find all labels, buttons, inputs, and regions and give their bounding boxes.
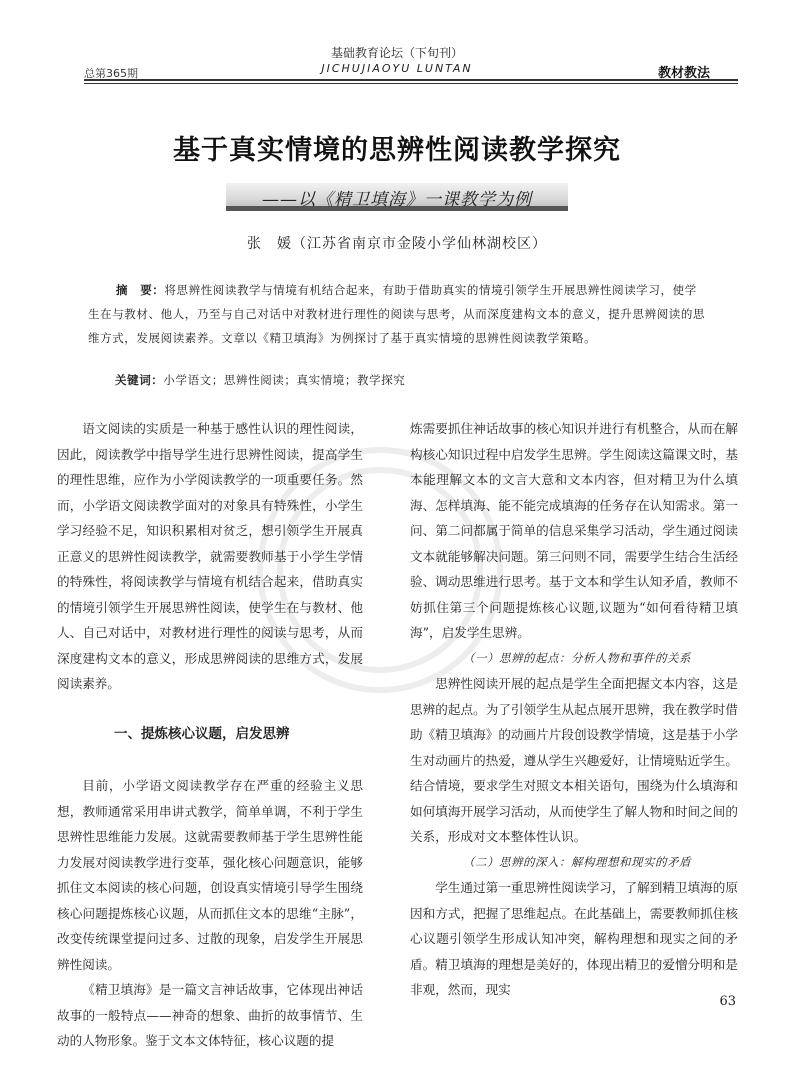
paragraph: 思辨性阅读开展的起点是学生全面把握文本内容，这是思辨的起点。为了引领学生从起点展开思辨，我在教学时借助《精卫填海》的动画片片段创设教学情境，这是基于小学生对动画片的热爱，遵从学生兴趣爱好，让情境贴近学生。结合情境，要求学生对照文本相关语句，围绕为什么填海和如何填海开展学习活动，从而使学生了解人物和时间之间的关系，形成对文本整体性认识。 [410, 676, 738, 844]
journal-pinyin: JICHUJIAOYU LUNTAN [321, 62, 473, 75]
keywords [115, 372, 405, 388]
article-title: 基于真实情境的思辨性阅读教学探究 [173, 135, 621, 166]
section-heading: 一、提炼核心议题，启发思辨 [114, 726, 290, 742]
abstract [88, 278, 708, 350]
page-number: 63 [719, 994, 736, 1009]
journal-title: 基础教育论坛（下旬刊） [330, 46, 463, 60]
keywords-text: 小学语文；思辨性阅读；真实情境；教学探究 [163, 373, 406, 387]
issue-number: 总第365期 [84, 67, 138, 80]
paragraph: 炼需要抓住神话故事的核心知识并进行有机整合，从而在解构核心知识过程中启发学生思辨。学生阅读这篇课文时，基本能理解文本的文言大意和文本内容，但对精卫为什么填海、怎样填海、能不能完成填海的任务存在认知需求。第一问、第二问都属于简单的信息采集学习活动，学生通过阅读文本就能够解决问题。第三问则不同，需要学生结合生活经验、调动思维进行思考。基于文本和学生认知矛盾，教师不妨抓住第三个问题提炼核心议题,议题为“如何看待精卫填海”，启发学生思辨。 [410, 421, 738, 640]
paragraph: 目前，小学语文阅读教学存在严重的经验主义思想，教师通常采用串讲式教学，简单单调，不利于学生思辨性思维能力发展。这就需要教师基于学生思辨性能力发展对阅读教学进行变革，强化核心问题意识，能够抓住文本阅读的核心问题，创设真实情境引导学生围绕核心问题提炼核心议题，从而抓住文本的思维“主脉”，改变传统课堂提问过多、过散的现象，启发学生开展思辨性阅读。 [57, 778, 363, 972]
header-rule-thin [84, 83, 738, 84]
article-subtitle: ——以《精卫填海》一课教学为例 [262, 190, 532, 210]
abstract-label: 摘 要： [116, 283, 165, 297]
subsection-heading: （二）思辨的深入：解构理想和现实的矛盾 [463, 854, 691, 869]
paragraph: 学生通过第一重思辨性阅读学习，了解到精卫填海的原因和方式，把握了思维起点。在此基础上，需要教师抓住核心议题引领学生形成认知冲突，解构理想和现实之间的矛盾。精卫填海的理想是美好的，体现出精卫的爱憎分明和是非观，然而，现实 [410, 880, 738, 997]
subsection-heading: （一）思辨的起点：分析人物和事件的关系 [463, 650, 691, 665]
section-label: 教材教法 [657, 66, 710, 81]
author-line: 张 媛（江苏省南京市金陵小学仙林湖校区） [247, 236, 547, 252]
body-column-left [57, 416, 363, 1054]
body-column-right [410, 416, 738, 1003]
keywords-label: 关键词： [115, 373, 164, 387]
paragraph: 语文阅读的实质是一种基于感性认识的理性阅读，因此，阅读教学中指导学生进行思辨性阅读，提高学生的理性思维，应作为小学阅读教学的一项重要任务。然而，小学语文阅读教学面对的对象具有特殊性，小学生学习经验不足，知识积累相对贫乏，想引领学生开展真正意义的思辨性阅读教学，就需要教师基于小学生学情的特殊性，将阅读教学与情境有机结合起来，借助真实的情境引领学生开展思辨性阅读，使学生在与教材、他人、自己对话中，对教材进行理性的阅读与思考，从而深度建构文本的意义，形成思辨阅读的思维方式，发展阅读素养。 [57, 421, 363, 691]
paragraph: 《精卫填海》是一篇文言神话故事，它体现出神话故事的一般特点——神奇的想象、曲折的故事情节、生动的人物形象。鉴于文本文体特征，核心议题的提 [57, 982, 363, 1048]
header-rule [84, 79, 738, 81]
abstract-text: 将思辨性阅读教学与情境有机结合起来，有助于借助真实的情境引领学生开展思辨性阅读学习，使学生在与教材、他人，乃至与自己对话中对教材进行理性的阅读与思考，从而深度建构文本的意义，提升思辨阅读的思维方式，发展阅读素养。文章以《精卫填海》为例探讨了基于真实情境的思辨性阅读教学策略。 [88, 283, 706, 345]
